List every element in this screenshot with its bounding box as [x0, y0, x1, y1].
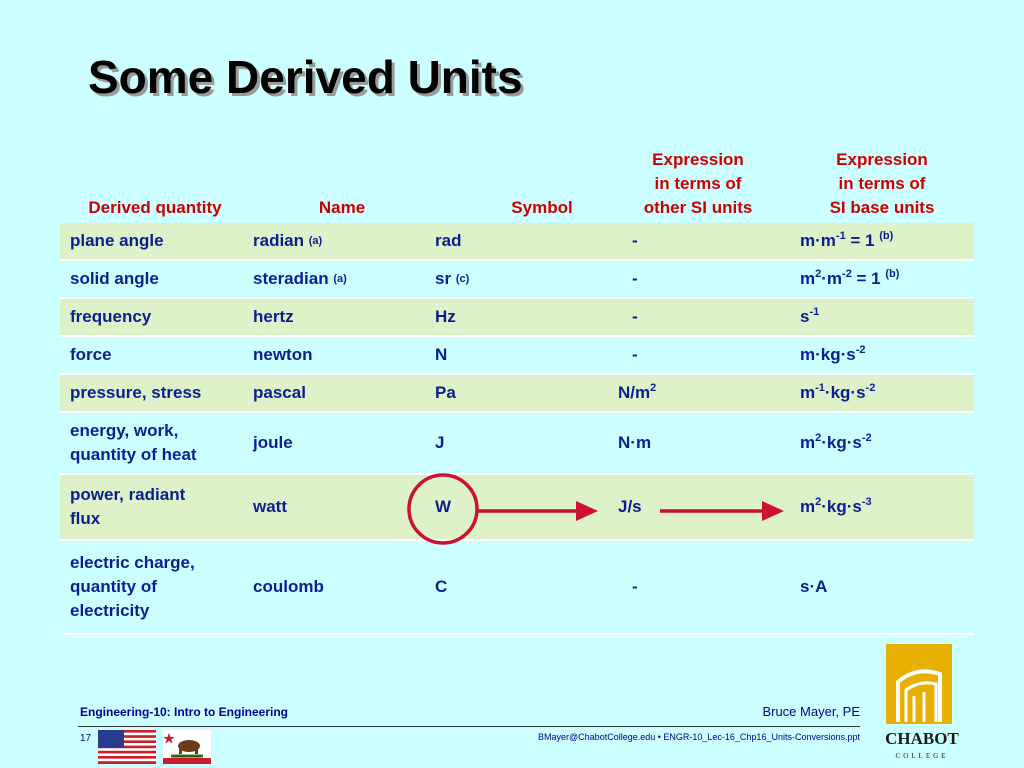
cell-symbol: N [435, 345, 448, 364]
cell-expression-base-si: $m^2\cdot kg\cdot s^{-2}$ [800, 432, 872, 452]
cell-name: watt [253, 497, 287, 516]
cell-expression-base-si: $m^2\cdot kg\cdot s^{-3}$ [800, 496, 872, 516]
cell-expression-other-si: - [632, 577, 638, 596]
header-line: Expression [652, 150, 744, 169]
cell-expression-base-si: $s^{-1}$ [800, 306, 820, 326]
arrow-watt-to-js [478, 501, 598, 521]
flag-ca-label: CALIFORNIA REPUBLIC [172, 755, 202, 759]
footer-email-file: BMayer@ChabotCollege.edu • ENGR-10_Lec-16_Chp16_Units-Conversions.ppt [538, 732, 860, 742]
cell-name: pascal [253, 383, 306, 402]
header-line: in terms of [838, 174, 926, 193]
cell-name: newton [253, 345, 313, 364]
cell-derived-quantity: solid angle [70, 269, 159, 288]
cell-name: steradian (a) [253, 269, 347, 288]
cell-derived-quantity: energy, work, quantity of heat [70, 421, 197, 464]
cell-derived-quantity: electric charge, quantity of electricity [70, 553, 195, 620]
cell-expression-other-si: - [632, 231, 638, 250]
logo-wordmark: CHABOT [885, 729, 959, 748]
cell-expression-base-si: $m^2\cdot m^{-2} = 1$ $^{(b)}$ [800, 268, 900, 288]
cell-name: radian (a) [253, 231, 323, 250]
slide-title: Some Derived Units [88, 51, 523, 103]
cell-expression-other-si: - [632, 269, 638, 288]
cell-expression-base-si: $m\cdot kg\cdot s^{-2}$ [800, 344, 866, 364]
cell-symbol: W [435, 497, 452, 516]
footer-author: Bruce Mayer, PE [762, 704, 860, 719]
cell-name: joule [253, 433, 293, 452]
logo-subtext: COLLEGE [895, 752, 949, 760]
highlight-circle [409, 475, 477, 543]
chabot-college-logo [876, 644, 968, 764]
cell-name: hertz [253, 307, 294, 326]
cell-symbol: C [435, 577, 448, 596]
footer-divider [78, 726, 860, 727]
header-name: Name [318, 198, 366, 217]
cell-expression-other-si: $N/m^2$ [618, 382, 657, 402]
cell-symbol: rad [435, 231, 462, 250]
header-line: in terms of [654, 174, 742, 193]
cell-derived-quantity: force [70, 345, 112, 364]
cell-expression-other-si: N·m [618, 433, 652, 452]
header-line: SI base units [829, 198, 935, 217]
cell-expression-other-si: - [632, 345, 638, 364]
header-symbol: Symbol [511, 198, 573, 217]
cell-expression-other-si: - [632, 307, 638, 326]
cell-expression-base-si: $m^{-1}\cdot kg\cdot s^{-2}$ [800, 382, 876, 402]
page-number: 17 [80, 733, 92, 744]
us-flag-icon [98, 730, 156, 764]
cell-symbol: Pa [435, 383, 456, 402]
header-line: Expression [836, 150, 928, 169]
cell-expression-base-si: $m\cdot m^{-1} = 1$ $^{(b)}$ [800, 230, 894, 250]
cell-derived-quantity: plane angle [70, 231, 164, 250]
cell-derived-quantity: frequency [70, 307, 152, 326]
cell-name: coulomb [253, 577, 324, 596]
footer-course: Engineering-10: Intro to Engineering [80, 705, 289, 719]
cell-expression-other-si: J/s [618, 497, 642, 516]
cell-derived-quantity: pressure, stress [70, 383, 202, 402]
cell-derived-quantity: power, radiant flux [70, 485, 186, 528]
header-line: other SI units [643, 198, 753, 217]
cell-symbol: Hz [435, 307, 456, 326]
cell-expression-base-si: s·A [800, 577, 828, 596]
cell-symbol: sr (c) [435, 269, 470, 288]
cell-symbol: J [435, 433, 445, 452]
california-flag-icon [163, 730, 211, 764]
arrow-js-to-base [660, 501, 784, 521]
header-derived-quantity: Derived quantity [88, 198, 222, 217]
